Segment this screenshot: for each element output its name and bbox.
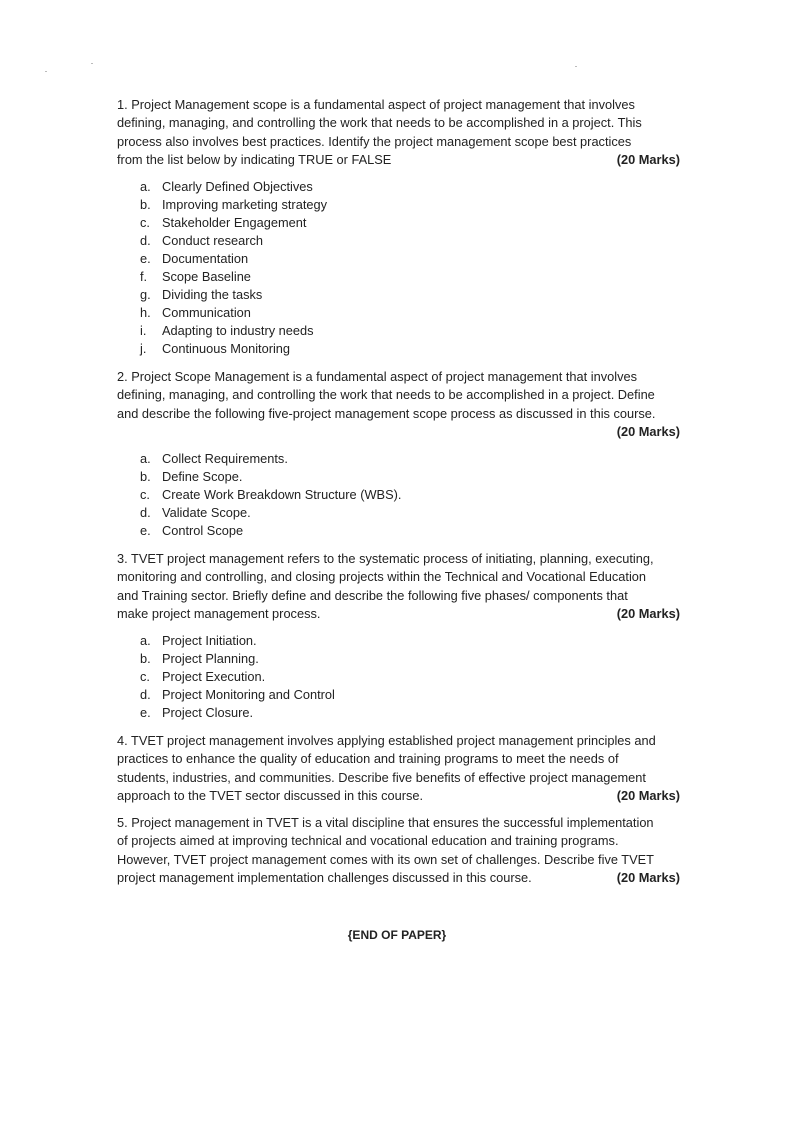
item-letter: b. bbox=[140, 469, 151, 484]
item-letter: a. bbox=[140, 633, 151, 648]
item-text: Stakeholder Engagement bbox=[162, 215, 307, 230]
question-line: defining, managing, and controlling the work that needs to be accomplished in a project. Define bbox=[117, 387, 655, 403]
question-4 bbox=[117, 732, 680, 806]
item-text: Project Monitoring and Control bbox=[162, 687, 335, 702]
item-letter: d. bbox=[140, 233, 151, 248]
scan-speck bbox=[45, 71, 47, 72]
question-line bbox=[117, 605, 680, 623]
question-line: 4. TVET project management involves applying established project management principles and bbox=[117, 733, 656, 748]
list-item bbox=[140, 468, 401, 486]
question-line bbox=[117, 787, 680, 805]
question-line: 3. TVET project management refers to the systematic process of initiating, planning, executing, bbox=[117, 551, 654, 566]
item-text: Communication bbox=[162, 305, 251, 320]
marks-label: (20 Marks) bbox=[616, 152, 680, 168]
item-letter: c. bbox=[140, 669, 150, 684]
item-letter: i. bbox=[140, 323, 147, 338]
question-line: of projects aimed at improving technical and vocational education and training programs. bbox=[117, 833, 619, 849]
item-letter: f. bbox=[140, 269, 148, 284]
list-item bbox=[140, 668, 335, 686]
marks-label: (20 Marks) bbox=[616, 424, 680, 440]
list-item bbox=[140, 178, 327, 196]
question-line: 1. Project Management scope is a fundamental aspect of project management that involves bbox=[117, 97, 635, 112]
item-text: Create Work Breakdown Structure (WBS). bbox=[162, 487, 402, 502]
question-line: process also involves best practices. Identify the project management scope best practices bbox=[117, 133, 632, 149]
question-line: and describe the following five-project management scope process as discussed in this course. bbox=[117, 405, 656, 421]
list-item bbox=[140, 268, 327, 286]
item-letter: b. bbox=[140, 651, 151, 666]
item-letter: a. bbox=[140, 179, 151, 194]
item-text: Collect Requirements. bbox=[162, 451, 288, 466]
marks-label: (20 Marks) bbox=[616, 788, 680, 804]
list-item bbox=[140, 196, 327, 214]
list-item bbox=[140, 486, 401, 504]
list-item bbox=[140, 632, 335, 650]
item-letter: a. bbox=[140, 451, 151, 466]
item-text: Scope Baseline bbox=[162, 269, 251, 284]
item-text: Define Scope. bbox=[162, 469, 243, 484]
question-line-text: make project management process. bbox=[117, 606, 321, 622]
scan-speck bbox=[575, 66, 577, 67]
question-line: monitoring and controlling, and closing projects within the Technical and Vocational Education bbox=[117, 569, 647, 585]
question-line: and Training sector. Briefly define and describe the following five phases/ components that bbox=[117, 587, 628, 603]
question-line-text: from the list below by indicating TRUE or FALSE bbox=[117, 152, 392, 168]
question-2 bbox=[117, 368, 680, 442]
item-letter: c. bbox=[140, 487, 150, 502]
item-text: Project Planning. bbox=[162, 651, 259, 666]
item-letter: g. bbox=[140, 287, 151, 302]
list-item bbox=[140, 286, 327, 304]
marks-label: (20 Marks) bbox=[616, 606, 680, 622]
item-letter: b. bbox=[140, 197, 151, 212]
item-text: Conduct research bbox=[162, 233, 264, 248]
item-text: Continuous Monitoring bbox=[162, 341, 291, 356]
question-line: However, TVET project management comes with its own set of challenges. Describe five TVET bbox=[117, 851, 654, 867]
item-text: Project Execution. bbox=[162, 669, 266, 684]
item-text: Adapting to industry needs bbox=[162, 323, 314, 338]
item-text: Documentation bbox=[162, 251, 249, 266]
question-line: defining, managing, and controlling the work that needs to be accomplished in a project. This bbox=[117, 115, 642, 131]
list-item bbox=[140, 340, 327, 358]
list-item bbox=[140, 250, 327, 268]
question-line: 2. Project Scope Management is a fundamental aspect of project management that involves bbox=[117, 369, 637, 384]
item-text: Project Closure. bbox=[162, 705, 254, 720]
list-item bbox=[140, 322, 327, 340]
question-1 bbox=[117, 96, 680, 170]
marks-label: (20 Marks) bbox=[616, 870, 680, 886]
item-letter: d. bbox=[140, 687, 151, 702]
question-line bbox=[117, 869, 680, 887]
question-3 bbox=[117, 550, 680, 624]
item-text: Improving marketing strategy bbox=[162, 197, 328, 212]
item-letter: c. bbox=[140, 215, 150, 230]
list-item bbox=[140, 450, 401, 468]
item-text: Clearly Defined Objectives bbox=[162, 179, 313, 194]
item-letter: j. bbox=[140, 341, 147, 356]
list-item bbox=[140, 704, 335, 722]
question-line-text: project management implementation challenges discussed in this course. bbox=[117, 870, 532, 886]
item-letter: e. bbox=[140, 523, 151, 538]
question-line: students, industries, and communities. Describe five benefits of effective project management bbox=[117, 769, 646, 785]
question-2-options bbox=[140, 450, 401, 540]
list-item bbox=[140, 232, 327, 250]
question-3-options bbox=[140, 632, 335, 722]
end-of-paper: {END OF PAPER} bbox=[347, 928, 447, 942]
list-item bbox=[140, 650, 335, 668]
question-line: practices to enhance the quality of education and training programs to meet the needs of bbox=[117, 751, 619, 767]
question-line: 5. Project management in TVET is a vital discipline that ensures the successful implementation bbox=[117, 815, 654, 830]
item-letter: e. bbox=[140, 251, 151, 266]
item-text: Project Initiation. bbox=[162, 633, 257, 648]
scan-speck bbox=[91, 63, 93, 64]
item-letter: e. bbox=[140, 705, 151, 720]
item-text: Validate Scope. bbox=[162, 505, 251, 520]
item-letter: d. bbox=[140, 505, 151, 520]
question-1-options bbox=[140, 178, 327, 358]
question-line bbox=[117, 151, 680, 169]
list-item bbox=[140, 304, 327, 322]
item-text: Control Scope bbox=[162, 523, 244, 538]
item-letter: h. bbox=[140, 305, 151, 320]
question-5 bbox=[117, 814, 680, 888]
list-item bbox=[140, 686, 335, 704]
list-item bbox=[140, 522, 401, 540]
item-text: Dividing the tasks bbox=[162, 287, 263, 302]
list-item bbox=[140, 214, 327, 232]
question-line-text: approach to the TVET sector discussed in this course. bbox=[117, 788, 424, 804]
list-item bbox=[140, 504, 401, 522]
